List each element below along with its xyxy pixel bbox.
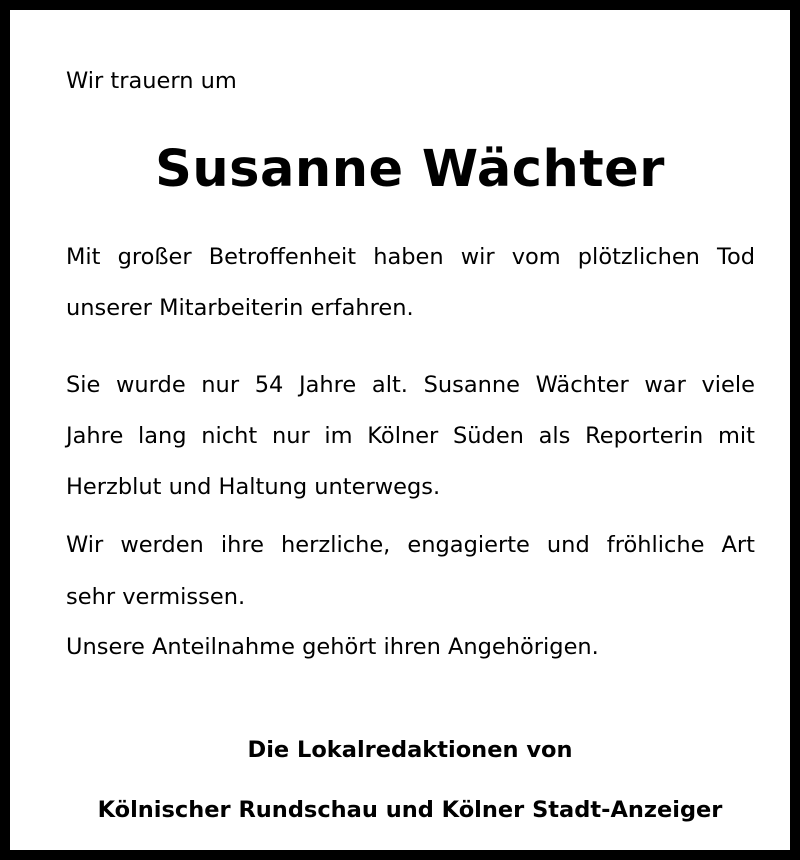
paragraph-3-line-1: Wir werden ihre herzliche, engagierte und fröhliche Art xyxy=(66,532,755,558)
paragraph-1-line-1: Mit großer Betroffenheit haben wir vom plötzlichen Tod xyxy=(66,244,755,270)
paragraph-2-line-1: Sie wurde nur 54 Jahre alt. Susanne Wächter war viele xyxy=(66,372,755,398)
paragraph-1-line-2: unserer Mitarbeiterin erfahren. xyxy=(66,295,414,321)
paragraph-2-line-3: Herzblut und Haltung unterwegs. xyxy=(66,474,441,500)
deceased-name: Susanne Wächter xyxy=(155,140,665,199)
signature-line-2: Kölnischer Rundschau und Kölner Stadt-Anzeiger xyxy=(97,797,723,823)
signature-line-1: Die Lokalredaktionen von xyxy=(247,737,573,763)
paragraph-4: Unsere Anteilnahme gehört ihren Angehörigen. xyxy=(66,634,599,660)
paragraph-3-line-2: sehr vermissen. xyxy=(66,584,246,610)
paragraph-2-line-2: Jahre lang nicht nur im Kölner Süden als Reporterin mit xyxy=(66,423,755,449)
intro-text: Wir trauern um xyxy=(66,68,237,94)
